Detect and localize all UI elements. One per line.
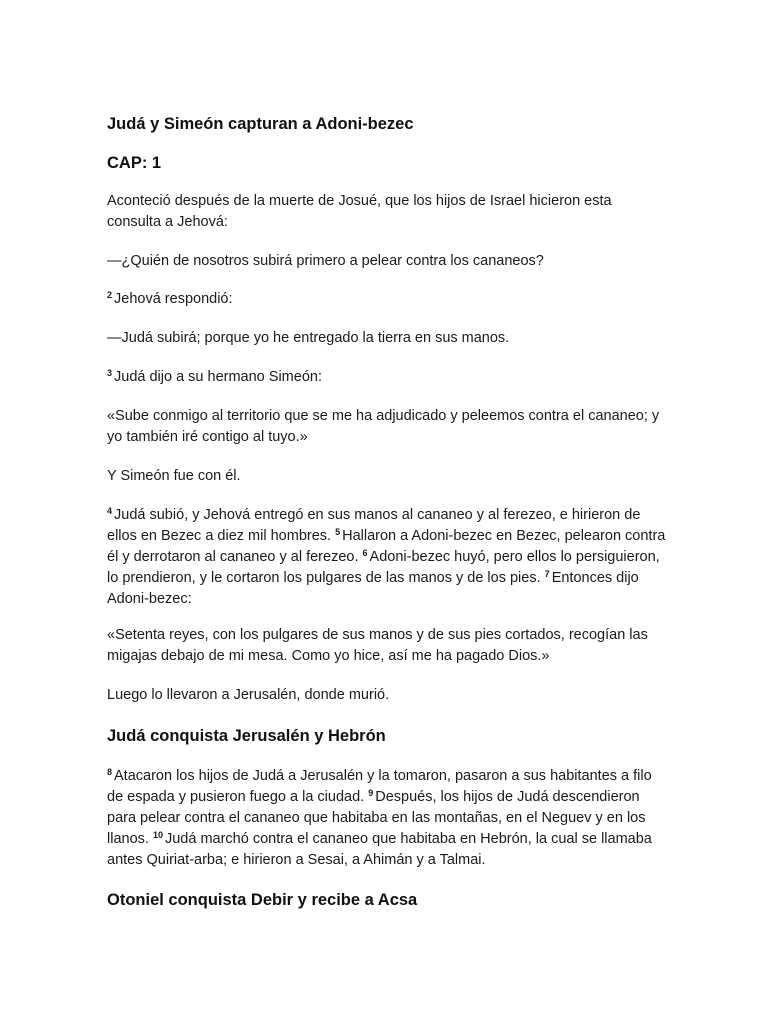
verse-number: 4 [107, 506, 113, 516]
verse-text: Jehová respondió: [114, 291, 233, 307]
verse-text: Adoni-bezec huyó, pero ellos lo persiguieron, lo prendieron, y le cortaron los pulgares de las manos y de los pies. [107, 549, 660, 586]
verse-text: Judá subió, y Jehová entregó en sus manos al cananeo y al ferezeo, e hirieron de ellos en Bezec a diez mil hombres. [107, 507, 641, 544]
verse-2-paragraph [107, 289, 667, 310]
verse-text: Hallaron a Adoni-bezec en Bezec, pelearon contra él y derrotaron al cananeo y al ferezeo. [107, 528, 666, 565]
verses-4-7-paragraph [107, 505, 667, 610]
verse-1-question: —¿Quién de nosotros subirá primero a pelear contra los cananeos? [107, 253, 544, 269]
verse-3-quote: «Sube conmigo al territorio que se me ha adjudicado y peleemos contra el cananeo; y yo también iré contigo al tuyo.» [107, 408, 660, 445]
verse-2-answer: —Judá subirá; porque yo he entregado la tierra en sus manos. [107, 330, 510, 346]
verse-number: 9 [368, 788, 374, 798]
verse-number: 6 [362, 548, 368, 558]
verses-8-10-paragraph [107, 766, 667, 871]
section-heading-adoni-bezec: Judá y Simeón capturan a Adoni-bezec [107, 115, 414, 133]
verse-number: 5 [335, 527, 341, 537]
verse-text: Atacaron los hijos de Judá a Jerusalén y la tomaron, pasaron a sus habitantes a filo de espada y pusieron fuego a la ciudad. [107, 768, 652, 805]
verse-text: Judá marchó contra el cananeo que habitaba en Hebrón, la cual se llamaba antes Quiriat-arba; e hirieron a Sesai, a Ahimán y a Talmai. [107, 831, 652, 868]
section-heading-otoniel: Otoniel conquista Debir y recibe a Acsa [107, 891, 418, 909]
verse-number: 8 [107, 767, 113, 777]
chapter-heading: CAP: 1 [107, 154, 162, 172]
section-heading-jerusalen: Judá conquista Jerusalén y Hebrón [107, 727, 386, 745]
verse-number: 2 [107, 290, 113, 300]
verse-3-paragraph [107, 367, 667, 388]
verse-number: 3 [107, 368, 113, 378]
verse-7-end: Luego lo llevaron a Jerusalén, donde murió. [107, 687, 390, 703]
verse-text: Después, los hijos de Judá descendieron para pelear contra el cananeo que habitaba en las montañas, en el Neguev y en los llanos. [107, 789, 646, 847]
verse-3-end: Y Simeón fue con él. [107, 468, 241, 484]
verse-text: Entonces dijo Adoni-bezec: [107, 570, 639, 607]
verse-text: Judá dijo a su hermano Simeón: [114, 369, 322, 385]
verse-1-paragraph: Aconteció después de la muerte de Josué, que los hijos de Israel hicieron esta consulta a Jehová: [107, 193, 612, 230]
verse-number: 7 [544, 569, 550, 579]
verse-7-quote: «Setenta reyes, con los pulgares de sus manos y de sus pies cortados, recogían las migajas debajo de mi mesa. Como yo hice, así me ha pagado Dios.» [107, 627, 648, 664]
verse-number: 10 [152, 830, 163, 840]
